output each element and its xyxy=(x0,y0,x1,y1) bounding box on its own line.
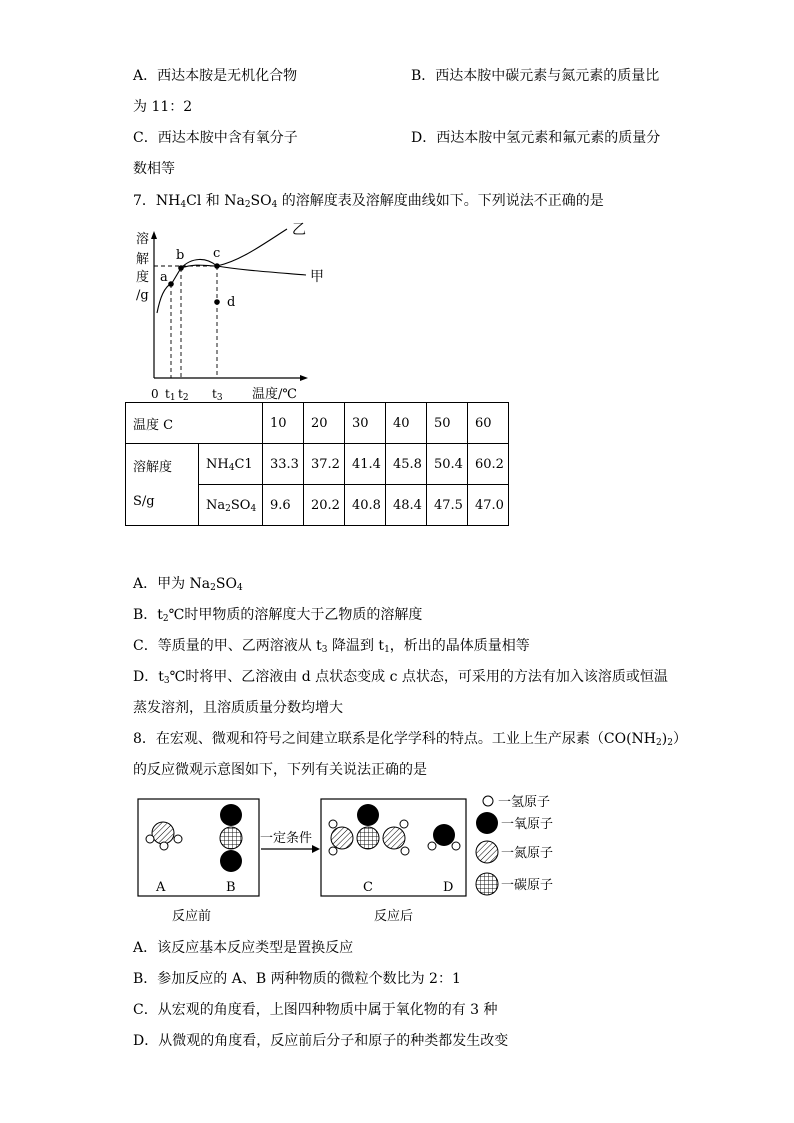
molecule-a xyxy=(146,822,182,850)
label-b: B xyxy=(226,880,236,895)
q7-option-c: C．等质量的甲、乙两溶液从 $t_3$ 降温到 $t_1$，析出的晶体质量相等 xyxy=(133,638,530,655)
x-axis-label: 温度/℃ xyxy=(252,387,297,402)
q6-option-d: D．西达本胺中氢元素和氟元素的质量分 xyxy=(411,130,661,146)
tick-0: 0 xyxy=(151,387,159,401)
table-row-nh4cl xyxy=(126,444,509,485)
q8-stem-cont: 的反应微观示意图如下，下列有关说法正确的是 xyxy=(133,762,427,778)
na2so4-value: 47.0 xyxy=(468,485,509,526)
graph-y-arrow xyxy=(151,231,157,239)
na2so4-value: 9.6 xyxy=(263,485,304,526)
na2so4-value: 40.8 xyxy=(345,485,386,526)
legend-oxygen: 一氧原子 xyxy=(501,817,554,832)
q8-stem: 8．在宏观、微观和符号之间建立联系是化学学科的特点。工业上生产尿素$(CO(NH_2)_2)$ xyxy=(133,731,687,748)
tick-t1: t1 xyxy=(165,387,176,403)
q6-option-c: C．西达本胺中含有氧分子 xyxy=(133,130,298,146)
temp-cell: 40 xyxy=(386,403,427,444)
reaction-arrowhead xyxy=(312,845,320,853)
table-row-temp xyxy=(126,403,509,444)
tick-t2: t2 xyxy=(178,387,189,403)
molecule-d xyxy=(428,824,460,850)
q6-option-b: B．西达本胺中碳元素与氮元素的质量比 xyxy=(411,68,660,84)
label-before: 反应前 xyxy=(172,909,212,924)
q8-option-d: D．从微观的角度看，反应前后分子和原子的种类都发生改变 xyxy=(133,1033,509,1049)
curve-yi-label: 乙 xyxy=(292,222,306,238)
na2so4-label: $Na_2SO_4$ xyxy=(199,485,263,526)
temp-cell: 20 xyxy=(304,403,345,444)
q7-option-b: B．$t_2℃$时甲物质的溶解度大于乙物质的溶解度 xyxy=(133,607,423,624)
q7-option-d: D．$t_3℃$时将甲、乙溶液由 d 点状态变成 c 点状态，可采用的方法有加入该溶质或恒温 xyxy=(133,669,668,686)
q6-option-a: A．西达本胺是无机化合物 xyxy=(133,68,298,84)
q6-option-d-cont: 数相等 xyxy=(133,161,175,177)
na2so4-value: 47.5 xyxy=(427,485,468,526)
curve-jia-label: 甲 xyxy=(310,269,324,285)
point-c-dot xyxy=(214,263,220,269)
q6-option-b-cont: 为 11：2 xyxy=(133,99,193,115)
q8-option-b: B．参加反应的 A、B 两种物质的微粒个数比为 2：1 xyxy=(133,971,461,987)
q8-option-c: C．从宏观的角度看，上图四种物质中属于氧化物的有 3 种 xyxy=(133,1002,498,1018)
point-c-label: c xyxy=(213,246,221,261)
reaction-condition: 一定条件 xyxy=(260,831,313,846)
legend-carbon-icon xyxy=(476,873,498,895)
legend-nitrogen-icon xyxy=(476,841,498,863)
label-d: D xyxy=(443,880,454,895)
q7-option-d-cont: 蒸发溶剂，且溶质质量分数均增大 xyxy=(133,700,343,716)
temp-cell: 30 xyxy=(345,403,386,444)
temp-cell: 60 xyxy=(468,403,509,444)
legend-hydrogen: 一氢原子 xyxy=(498,795,551,810)
q8-option-a: A．该反应基本反应类型是置换反应 xyxy=(133,940,354,956)
legend-nitrogen: 一氮原子 xyxy=(501,846,554,861)
na2so4-value: 48.4 xyxy=(386,485,427,526)
nh4cl-value: 45.8 xyxy=(386,444,427,485)
nh4cl-value: 33.3 xyxy=(263,444,304,485)
point-d-label: d xyxy=(227,295,236,310)
legend-hydrogen-icon xyxy=(483,796,493,806)
solubility-table xyxy=(125,402,509,526)
nh4cl-value: 50.4 xyxy=(427,444,468,485)
tick-t3: t3 xyxy=(212,387,223,403)
na2so4-value: 20.2 xyxy=(304,485,345,526)
temp-cell: 50 xyxy=(427,403,468,444)
temp-cell: 10 xyxy=(263,403,304,444)
temp-header: 温度 C xyxy=(126,403,263,444)
label-c: C xyxy=(363,880,373,895)
curve-jia xyxy=(181,259,306,275)
y-label-1: 溶 xyxy=(136,232,150,247)
point-a-dot xyxy=(168,281,174,287)
nh4cl-value: 41.4 xyxy=(345,444,386,485)
point-b-dot xyxy=(178,265,184,271)
molecule-b xyxy=(220,804,242,872)
y-label-3: 度 xyxy=(136,270,150,285)
point-b-label: b xyxy=(176,248,185,263)
solubility-header: 溶解度 S/g xyxy=(126,444,199,526)
y-label-2: 解 xyxy=(136,252,150,267)
nh4cl-value: 37.2 xyxy=(304,444,345,485)
q7-option-a: A．甲为 $Na_2SO_4$ xyxy=(133,576,243,593)
legend-oxygen-icon xyxy=(476,812,498,834)
q7-stem: 7．$NH_4Cl$ 和 $Na_2SO_4$ 的溶解度表及溶解度曲线如下。下列说法不正确的是 xyxy=(133,193,604,210)
molecule-c xyxy=(329,804,409,855)
label-after: 反应后 xyxy=(374,909,414,924)
nh4cl-value: 60.2 xyxy=(468,444,509,485)
legend-carbon: 一碳原子 xyxy=(501,878,554,893)
nh4cl-label: $NH_4C1$ xyxy=(199,444,263,485)
point-d-dot xyxy=(214,299,220,305)
curve-yi xyxy=(157,229,287,313)
point-a-label: a xyxy=(160,270,168,285)
y-label-4: /g xyxy=(136,288,149,303)
graph-x-arrow xyxy=(300,375,308,381)
label-a: A xyxy=(156,880,166,895)
